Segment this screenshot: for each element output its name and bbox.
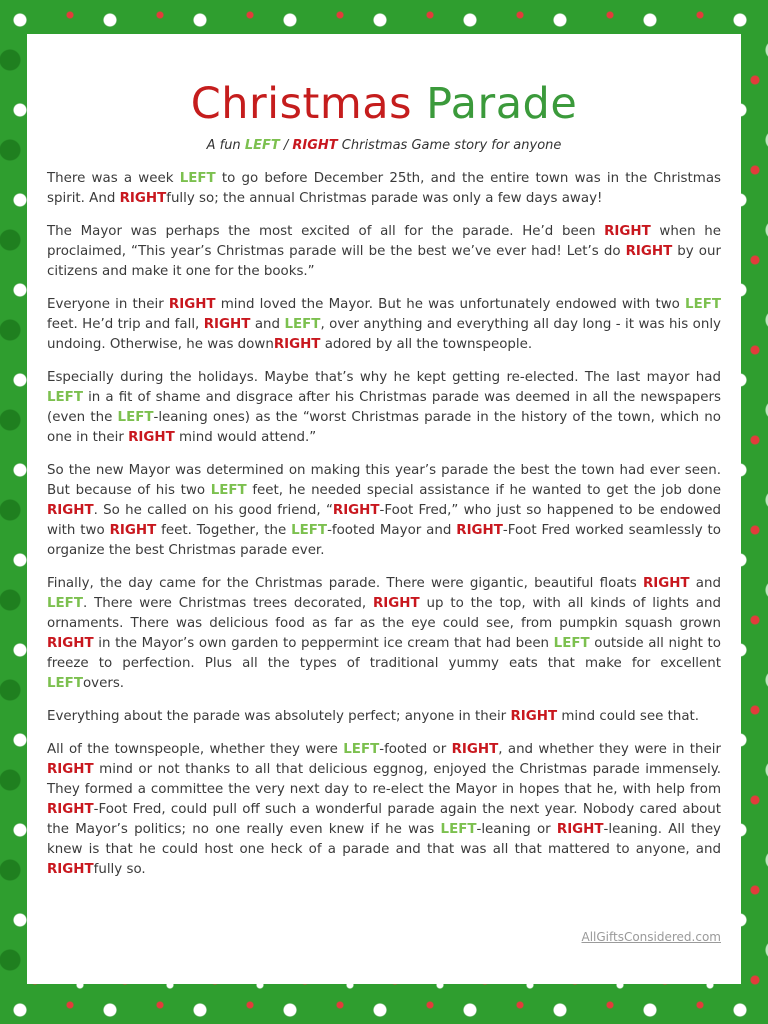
story-text: -leaning or: [476, 822, 557, 837]
story-text: adored by all the townspeople.: [320, 337, 533, 352]
keyword-right: RIGHT: [47, 862, 94, 877]
keyword-left: LEFT: [179, 171, 216, 186]
story-text: -footed Mayor and: [327, 523, 457, 538]
story-paragraph: [47, 368, 721, 448]
story-text: when he proclaimed, “This year’s Christmas parade will be the best we’ve ever had! Let’s do: [47, 224, 721, 259]
story-paragraph: [47, 461, 721, 561]
keyword-right: RIGHT: [47, 636, 94, 651]
keyword-left: LEFT: [284, 317, 321, 332]
story-paragraph: [47, 707, 721, 727]
keyword-left: LEFT: [47, 596, 83, 611]
story-text: overs.: [82, 676, 125, 691]
story-text: -footed or: [379, 742, 452, 757]
keyword-left: LEFT: [210, 483, 247, 498]
subtitle-suffix: Christmas Game story for anyone: [337, 138, 562, 153]
story-text: Everyone in their: [47, 297, 169, 312]
story-page: [27, 34, 741, 984]
title-christmas: Christmas: [190, 79, 412, 129]
story-text: in the Mayor’s own garden to peppermint ice cream that had been: [93, 636, 554, 651]
keyword-right: RIGHT: [510, 709, 558, 724]
keyword-left: LEFT: [117, 410, 154, 425]
subtitle-prefix: A fun: [206, 138, 245, 153]
story-text: So the new Mayor was determined on making this year’s parade the best the town had ever seen. But because of his two: [47, 463, 721, 498]
keyword-right: RIGHT: [642, 576, 690, 591]
story-text: . There were Christmas trees decorated,: [82, 596, 373, 611]
story-text: , and whether they were in their: [498, 742, 721, 757]
keyword-right: RIGHT: [47, 503, 94, 518]
keyword-left: LEFT: [47, 390, 83, 405]
keyword-left: LEFT: [47, 676, 83, 691]
keyword-right: RIGHT: [373, 596, 420, 611]
story-paragraph: [47, 222, 721, 282]
story-text: Especially during the holidays. Maybe that’s why he kept getting re-elected. The last mayor had: [47, 370, 721, 385]
story-paragraph: [47, 740, 721, 880]
story-text: feet. He’d trip and fall,: [47, 317, 204, 332]
keyword-left: LEFT: [343, 742, 380, 757]
keyword-right: RIGHT: [203, 317, 251, 332]
story-text: Finally, the day came for the Christmas parade. There were gigantic, beautiful floats: [47, 576, 643, 591]
story-text: -Foot Fred, could pull off such a wonderful parade again the next year. Nobody cared about the Mayor’s politics; no one really even knew if he was: [47, 802, 721, 837]
story-text: mind or not thanks to all that delicious eggnog, enjoyed the Christmas parade immensely. They formed a committee the very next day to re-elect the Mayor in hopes that he, with help from: [47, 762, 721, 797]
story-text: , over anything and everything all day long - it was his only undoing. Otherwise, he was down: [47, 317, 721, 352]
keyword-right: RIGHT: [47, 802, 94, 817]
keyword-right: RIGHT: [109, 523, 157, 538]
story-body: [47, 169, 721, 880]
keyword-right: RIGHT: [273, 337, 321, 352]
story-text: to go before December 25th, and the entire town was in the Christmas spirit. And: [47, 171, 722, 206]
keyword-right: RIGHT: [451, 742, 499, 757]
story-text: fully so.: [93, 862, 146, 877]
page-title: [47, 74, 721, 134]
story-text: The Mayor was perhaps the most excited of all for the parade. He’d been: [47, 224, 605, 239]
story-text: up to the top, with all kinds of lights and ornaments. There was delicious food as far as the eye could see, from pumpkin squash grown: [47, 596, 721, 631]
subtitle-slash: /: [279, 138, 293, 153]
subtitle-right: RIGHT: [292, 138, 338, 153]
story-paragraph: [47, 574, 721, 694]
story-text: mind could see that.: [557, 709, 700, 724]
story-text: . So he called on his good friend, “: [93, 503, 333, 518]
story-text: and: [689, 576, 722, 591]
story-text: There was a week: [47, 171, 180, 186]
story-text: in a fit of shame and disgrace after his Christmas parade was deemed in all the newspapers (even the: [47, 390, 721, 425]
story-text: outside all night to freeze to perfection. Plus all the types of traditional yummy eats that make for excellent: [47, 636, 721, 671]
keyword-right: RIGHT: [556, 822, 604, 837]
keyword-right: RIGHT: [332, 503, 380, 518]
keyword-right: RIGHT: [456, 523, 503, 538]
keyword-left: LEFT: [440, 822, 477, 837]
subtitle-left: LEFT: [244, 138, 280, 153]
keyword-right: RIGHT: [119, 191, 167, 206]
keyword-left: LEFT: [685, 297, 722, 312]
story-text: Everything about the parade was absolutely perfect; anyone in their: [47, 709, 511, 724]
keyword-right: RIGHT: [47, 762, 94, 777]
story-text: feet. Together, the: [156, 523, 292, 538]
keyword-right: RIGHT: [128, 430, 175, 445]
story-paragraph: [47, 169, 721, 209]
story-text: feet, he needed special assistance if he wanted to get the job done: [246, 483, 721, 498]
title-parade: Parade: [426, 79, 578, 129]
story-text: mind would attend.”: [174, 430, 317, 445]
keyword-left: LEFT: [553, 636, 590, 651]
keyword-left: LEFT: [291, 523, 328, 538]
story-text: -Foot Fred,” who just so happened to be endowed with two: [47, 503, 721, 538]
site-link[interactable]: AllGiftsConsidered.com: [581, 930, 721, 944]
keyword-right: RIGHT: [625, 244, 673, 259]
keyword-right: RIGHT: [604, 224, 651, 239]
story-text: All of the townspeople, whether they were: [47, 742, 344, 757]
story-text: by our citizens and make it one for the books.”: [47, 244, 721, 279]
story-text: fully so; the annual Christmas parade was only a few days away!: [166, 191, 603, 206]
subtitle: [47, 138, 721, 153]
story-text: mind loved the Mayor. But he was unfortunately endowed with two: [215, 297, 686, 312]
story-text: -leaning ones) as the “worst Christmas parade in the history of the town, which no one in their: [47, 410, 721, 445]
story-text: -Foot Fred worked seamlessly to organize the best Christmas parade ever.: [47, 523, 721, 558]
keyword-right: RIGHT: [168, 297, 216, 312]
story-text: -leaning. All they knew is that he could host one heck of a parade and that was all that mattered to anyone, and: [47, 822, 721, 857]
story-text: and: [250, 317, 285, 332]
story-paragraph: [47, 295, 721, 355]
